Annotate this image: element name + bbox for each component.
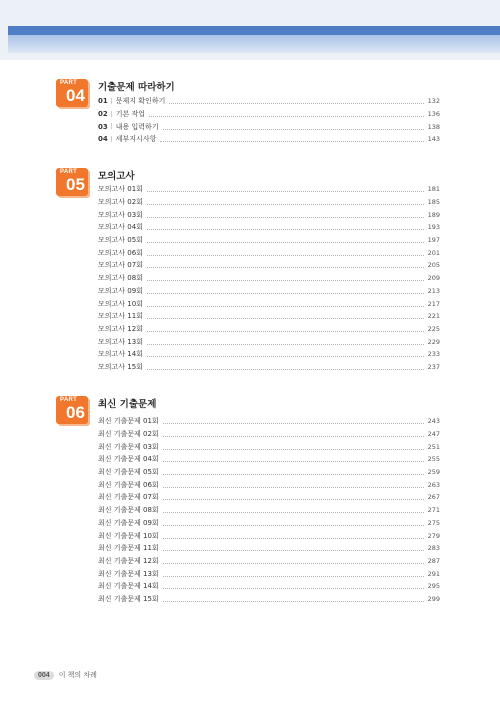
entry-label: 모의고사 02회	[98, 198, 143, 207]
dot-leader	[147, 266, 424, 268]
dot-leader	[147, 228, 424, 230]
dot-leader	[147, 216, 424, 218]
entry-number: 02	[98, 110, 108, 119]
entry-label: 내용 입력하기	[115, 122, 159, 131]
section-title: 기출문제 따라하기	[98, 82, 175, 93]
entry-separator: |	[110, 110, 113, 118]
dot-leader	[163, 587, 424, 589]
entry-number: 03	[98, 122, 108, 131]
entry-page: 193	[427, 223, 440, 232]
dot-leader	[147, 292, 424, 294]
entry-number: 04	[98, 135, 108, 144]
section-title: 최신 기출문제	[98, 399, 157, 410]
entry-label: 최신 기출문제 15회	[98, 594, 159, 603]
dot-leader	[163, 498, 424, 500]
toc-entry[interactable]	[98, 361, 440, 374]
entry-label: 최신 기출문제 11회	[98, 544, 159, 553]
dot-leader	[160, 140, 423, 142]
entry-page: 138	[427, 122, 440, 131]
toc-entry[interactable]	[98, 348, 440, 361]
dot-leader	[163, 435, 424, 437]
part-badge	[56, 79, 88, 107]
entry-page: 247	[427, 430, 440, 439]
entry-label: 모의고사 11회	[98, 312, 143, 321]
entry-label: 최신 기출문제 14회	[98, 582, 159, 591]
toc-entry[interactable]	[98, 555, 440, 568]
toc-entry[interactable]	[98, 529, 440, 542]
dot-leader	[163, 537, 424, 539]
page-footer	[34, 670, 97, 680]
entry-page: 243	[427, 417, 440, 426]
entry-label: 모의고사 03회	[98, 210, 143, 219]
entry-page: 143	[427, 135, 440, 144]
entry-label: 모의고사 04회	[98, 223, 143, 232]
toc-entry[interactable]	[98, 208, 440, 221]
entry-label: 모의고사 01회	[98, 185, 143, 194]
entry-page: 279	[427, 531, 440, 540]
entry-label: 최신 기출문제 02회	[98, 430, 159, 439]
toc-entry[interactable]	[98, 567, 440, 580]
entry-label: 최신 기출문제 01회	[98, 417, 159, 426]
entry-label: 기본 작업	[115, 110, 146, 119]
dot-leader	[149, 115, 424, 117]
toc-entry[interactable]	[98, 196, 440, 209]
toc-entry[interactable]	[98, 335, 440, 348]
toc-entry[interactable]	[98, 108, 440, 121]
toc-entry[interactable]	[98, 297, 440, 310]
dot-leader	[147, 343, 424, 345]
dot-leader	[147, 190, 424, 192]
dot-leader	[147, 330, 424, 332]
entry-label: 최신 기출문제 12회	[98, 556, 159, 565]
dot-leader	[147, 305, 424, 307]
entry-label: 세부지시사항	[115, 135, 157, 144]
part-label: PART	[60, 397, 78, 403]
toc-entry[interactable]	[98, 234, 440, 247]
entry-label: 모의고사 07회	[98, 261, 143, 270]
dot-leader	[163, 549, 424, 551]
entry-label: 모의고사 05회	[98, 236, 143, 245]
entry-page: 237	[427, 362, 440, 371]
toc-entry[interactable]	[98, 593, 440, 606]
footer-page-number: 004	[34, 671, 54, 680]
part-number: 05	[66, 175, 85, 194]
toc-entry[interactable]	[98, 272, 440, 285]
dot-leader	[147, 203, 424, 205]
entry-label: 모의고사 15회	[98, 362, 143, 371]
entry-page: 229	[427, 337, 440, 346]
dot-leader	[169, 102, 423, 104]
toc-entry[interactable]	[98, 542, 440, 555]
entry-label: 모의고사 14회	[98, 350, 143, 359]
entry-label: 최신 기출문제 07회	[98, 493, 159, 502]
toc-entry[interactable]	[98, 453, 440, 466]
entry-label: 최신 기출문제 08회	[98, 506, 159, 515]
dot-leader	[147, 254, 424, 256]
dot-leader	[163, 524, 424, 526]
toc-entry[interactable]	[98, 466, 440, 479]
toc-list	[98, 415, 440, 605]
entry-label: 모의고사 13회	[98, 337, 143, 346]
toc-entry[interactable]	[98, 580, 440, 593]
header-bar	[8, 26, 500, 35]
entry-page: 271	[427, 506, 440, 515]
entry-page: 233	[427, 350, 440, 359]
part-number: 06	[66, 403, 85, 422]
toc-entry[interactable]	[98, 440, 440, 453]
part-label: PART	[60, 169, 78, 175]
entry-page: 185	[427, 198, 440, 207]
entry-separator: |	[110, 97, 113, 105]
dot-leader	[163, 473, 424, 475]
entry-label: 모의고사 12회	[98, 324, 143, 333]
entry-page: 205	[427, 261, 440, 270]
toc-entry[interactable]	[98, 310, 440, 323]
dot-leader	[147, 355, 424, 357]
dot-leader	[147, 368, 424, 370]
entry-label: 최신 기출문제 06회	[98, 480, 159, 489]
entry-page: 263	[427, 480, 440, 489]
entry-page: 189	[427, 210, 440, 219]
toc-entry[interactable]	[98, 183, 440, 196]
toc-entry[interactable]	[98, 478, 440, 491]
part-number: 04	[66, 86, 85, 105]
entry-label: 최신 기출문제 09회	[98, 518, 159, 527]
dot-leader	[163, 422, 424, 424]
entry-page: 201	[427, 248, 440, 257]
entry-page: 209	[427, 274, 440, 283]
entry-label: 최신 기출문제 13회	[98, 569, 159, 578]
toc-entry[interactable]	[98, 428, 440, 441]
entry-label: 모의고사 09회	[98, 286, 143, 295]
toc-entry[interactable]	[98, 285, 440, 298]
entry-page: 221	[427, 312, 440, 321]
entry-page: 291	[427, 569, 440, 578]
entry-separator: |	[110, 135, 113, 143]
toc-entry[interactable]	[98, 259, 440, 272]
entry-page: 217	[427, 299, 440, 308]
entry-label: 모의고사 10회	[98, 299, 143, 308]
dot-leader	[163, 448, 424, 450]
toc-entry[interactable]	[98, 323, 440, 336]
entry-page: 295	[427, 582, 440, 591]
dot-leader	[163, 460, 424, 462]
entry-page: 251	[427, 442, 440, 451]
entry-page: 225	[427, 324, 440, 333]
entry-page: 197	[427, 236, 440, 245]
dot-leader	[163, 600, 424, 602]
entry-page: 283	[427, 544, 440, 553]
toc-entry[interactable]	[98, 517, 440, 530]
header-band	[0, 0, 500, 60]
entry-page: 287	[427, 556, 440, 565]
entry-page: 136	[427, 110, 440, 119]
toc-entry[interactable]	[98, 246, 440, 259]
dot-leader	[147, 279, 424, 281]
entry-label: 문제지 확인하기	[115, 97, 166, 106]
entry-page: 213	[427, 286, 440, 295]
toc-entry[interactable]	[98, 415, 440, 428]
entry-page: 299	[427, 594, 440, 603]
dot-leader	[163, 128, 424, 130]
toc-entry[interactable]	[98, 95, 440, 108]
entry-label: 최신 기출문제 04회	[98, 455, 159, 464]
entry-page: 132	[427, 97, 440, 106]
dot-leader	[163, 486, 424, 488]
dot-leader	[163, 562, 424, 564]
toc-entry[interactable]	[98, 504, 440, 517]
entry-page: 255	[427, 455, 440, 464]
entry-page: 267	[427, 493, 440, 502]
toc-entry[interactable]	[98, 491, 440, 504]
entry-number: 01	[98, 97, 108, 106]
toc-list	[98, 183, 440, 373]
entry-label: 최신 기출문제 03회	[98, 442, 159, 451]
toc-entry[interactable]	[98, 221, 440, 234]
dot-leader	[163, 511, 424, 513]
entry-page: 181	[427, 185, 440, 194]
footer-label: 이 책의 차례	[58, 671, 97, 679]
toc-entry[interactable]	[98, 120, 440, 133]
entry-label: 최신 기출문제 10회	[98, 531, 159, 540]
toc-entry[interactable]	[98, 133, 440, 146]
toc-list	[98, 95, 440, 146]
entry-separator: |	[110, 123, 113, 131]
entry-label: 최신 기출문제 05회	[98, 468, 159, 477]
entry-label: 모의고사 06회	[98, 248, 143, 257]
part-label: PART	[60, 80, 78, 86]
part-badge	[56, 168, 88, 196]
dot-leader	[147, 241, 424, 243]
entry-page: 275	[427, 518, 440, 527]
entry-label: 모의고사 08회	[98, 274, 143, 283]
part-badge	[56, 396, 88, 424]
dot-leader	[147, 317, 424, 319]
section-title: 모의고사	[98, 171, 135, 182]
entry-page: 259	[427, 468, 440, 477]
header-bar-gradient	[8, 35, 500, 53]
dot-leader	[163, 575, 424, 577]
